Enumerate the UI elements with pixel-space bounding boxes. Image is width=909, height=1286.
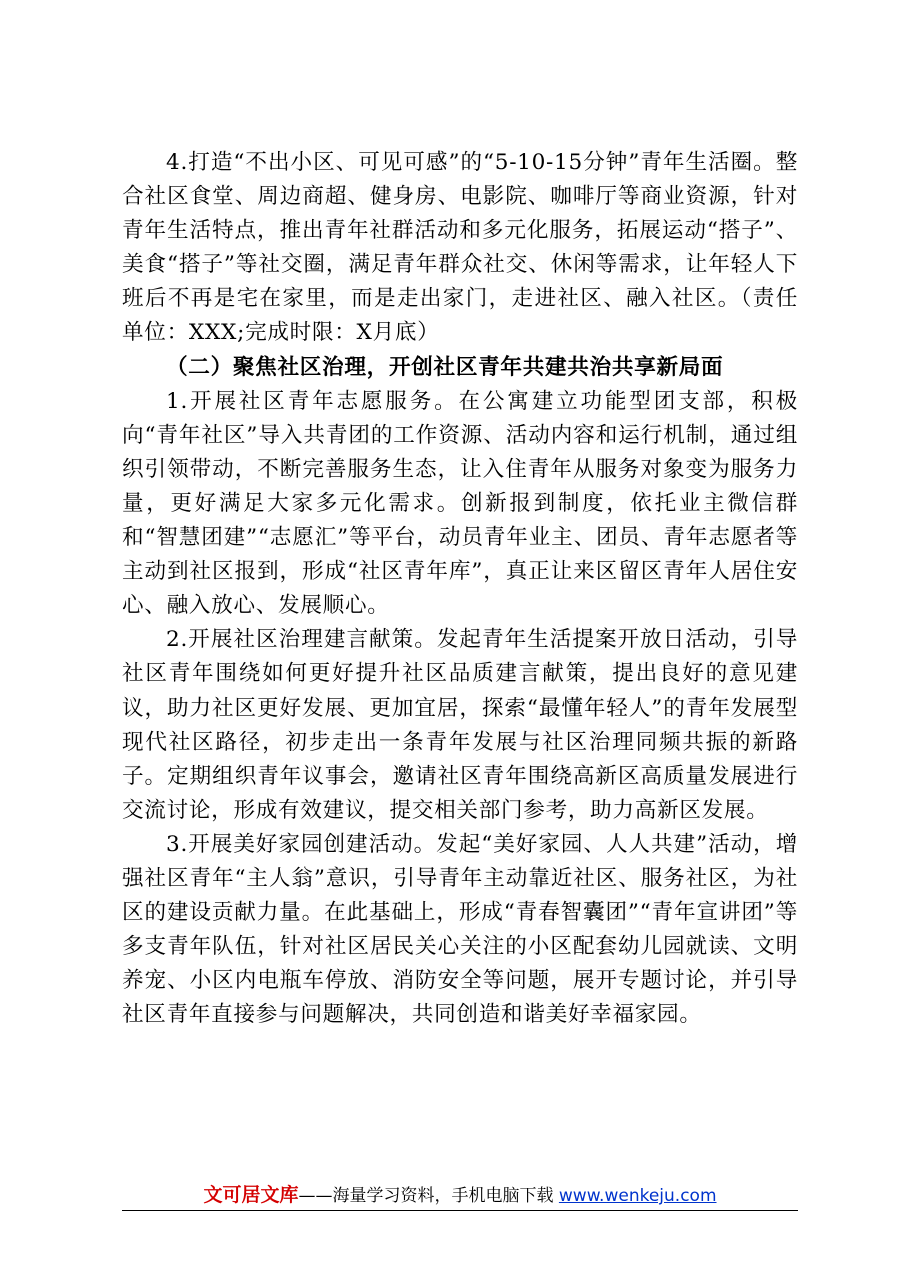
footer-link[interactable]: www.wenkeju.com [558,1186,717,1206]
paragraph-item-4: 4.打造“不出小区、可见可感”的“5-10-15分钟”青年生活圈。整合社区食堂、周边商超、健身房、电影院、咖啡厅等商业资源，针对青年生活特点，推出青年社群活动和多元化服务，拓展运动“搭子”、美食“搭子”等社交圈，满足青年群众社交、休闲等需求，让年轻人下班后不再是宅在家里，而是走出家门，走进社区、融入社区。（责任单位：XXX;完成时限：X月底） [122,150,798,346]
footer-brand: 文可居文库 [203,1184,299,1206]
section-heading-2: （二）聚焦社区治理，开创社区青年共建共治共享新局面 [166,354,724,380]
paragraph-item-3: 3.开展美好家园创建活动。发起“美好家园、人人共建”活动，增强社区青年“主人翁”意识，引导青年主动靠近社区、服务社区，为社区的建设贡献力量。在此基础上，形成“青春智囊团”“青年宣讲团”等多支青年队伍，针对社区居民关心关注的小区配套幼儿园就读、文明养宠、小区内电瓶车停放、消防安全等问题，展开专题讨论，并引导社区青年直接参与问题解决，共同创造和谐美好幸福家园。 [122,831,798,1028]
document-body [122,146,798,1032]
paragraph-item-1: 1.开展社区青年志愿服务。在公寓建立功能型团支部，积极向“青年社区”导入共青团的工作资源、活动内容和运行机制，通过组织引领带动，不断完善服务生态，让入住青年从服务对象变为服务力量，更好满足大家多元化需求。创新报到制度，依托业主微信群和“智慧团建”“志愿汇”等平台，动员青年业主、团员、青年志愿者等主动到社区报到，形成“社区青年库”，真正让来区留区青年人居住安心、融入放心、发展顺心。 [122,388,798,619]
paragraph-item-2: 2.开展社区治理建言献策。发起青年生活提案开放日活动，引导社区青年围绕如何更好提升社区品质建言献策，提出良好的意见建议，助力社区更好发展、更加宜居，探索“最懂年轻人”的青年发展型现代社区路径，初步走出一条青年发展与社区治理同频共振的新路子。定期组织青年议事会，邀请社区青年围绕高新区高质量发展进行交流讨论，形成有效建议，提交相关部门参考，助力高新区发展。 [122,627,798,823]
footer-divider [122,1210,798,1211]
footer-tagline: ——海量学习资料，手机电脑下载 [298,1186,554,1206]
page-footer [122,1181,798,1210]
